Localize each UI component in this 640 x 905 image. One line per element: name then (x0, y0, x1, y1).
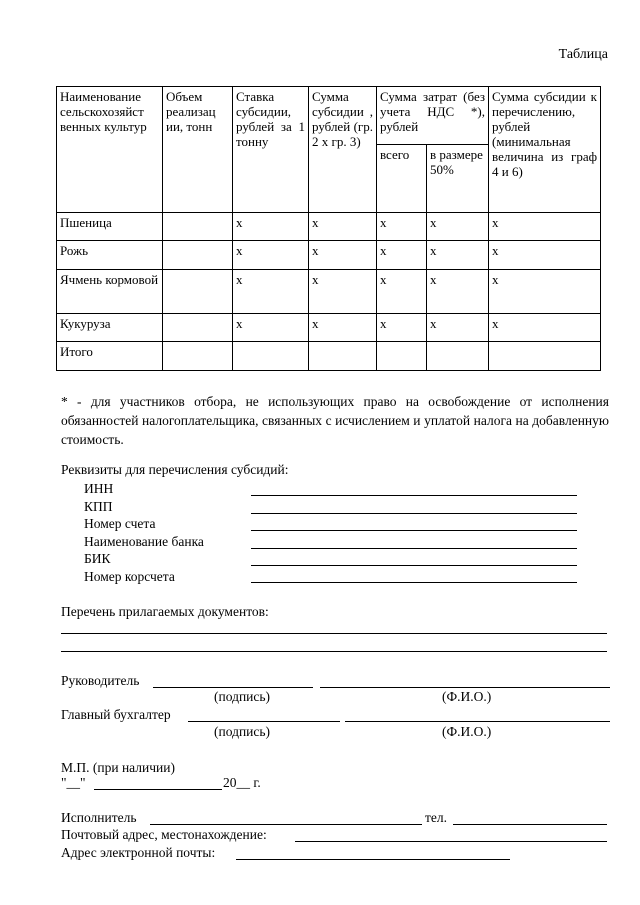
footnote: * - для участников отбора, не использующих право на освобождение от исполнения обязанностей налогоплательщика, связанных с исчислением и уплатой налога на добавленную стоимость. (61, 394, 609, 447)
requisite-label: Наименование банка (84, 534, 204, 549)
cell: х (427, 213, 489, 241)
cell: х (489, 213, 601, 241)
requisites-heading: Реквизиты для перечисления субсидий: (61, 462, 289, 477)
cell (309, 342, 377, 371)
executor-label: Исполнитель (61, 810, 137, 825)
accountant-signature-field[interactable] (188, 721, 340, 722)
cell (163, 213, 233, 241)
phone-label: тел. (425, 810, 448, 825)
cell (233, 342, 309, 371)
cell (163, 241, 233, 270)
cell: х (309, 213, 377, 241)
documents-line[interactable] (61, 651, 607, 652)
cell: х (233, 270, 309, 314)
header-transfer: Сумма субсидии к перечислению, рублей (минимальная величина из граф 4 и 6) (489, 87, 601, 213)
accountant-name-field[interactable] (345, 721, 610, 722)
documents-heading: Перечень прилагаемых документов: (61, 604, 269, 619)
cell: х (427, 314, 489, 342)
requisite-field[interactable] (251, 513, 577, 514)
requisite-field[interactable] (251, 582, 577, 583)
phone-field[interactable] (453, 824, 607, 825)
sign-caption: (подпись) (214, 689, 271, 704)
requisite-field[interactable] (251, 530, 577, 531)
stamp-label: М.П. (при наличии) (61, 760, 175, 775)
header-amount: Сумма субсидии , рублей (гр. 2 х гр. 3) (309, 87, 377, 213)
cell: х (309, 241, 377, 270)
requisite-field[interactable] (251, 565, 577, 566)
cell: х (309, 314, 377, 342)
date-year: 20__ г. (223, 775, 261, 790)
requisite-label: Номер корсчета (84, 569, 175, 584)
cell: х (377, 241, 427, 270)
cell (377, 342, 427, 371)
cell (163, 342, 233, 371)
header-culture: Наименование сельскохозяйст венных культур (57, 87, 163, 213)
row-name: Рожь (57, 241, 163, 270)
requisite-field[interactable] (251, 548, 577, 549)
email-field[interactable] (236, 859, 510, 860)
email-label: Адрес электронной почты: (61, 845, 216, 860)
subsidy-table (56, 86, 601, 371)
cell (427, 342, 489, 371)
header-costs-total: всего (377, 145, 427, 213)
head-name-field[interactable] (320, 687, 610, 688)
cell: х (377, 213, 427, 241)
cell: х (489, 314, 601, 342)
documents-line[interactable] (61, 633, 607, 634)
cell: х (377, 270, 427, 314)
table-row (57, 270, 601, 314)
head-signature-field[interactable] (153, 687, 313, 688)
executor-field[interactable] (150, 824, 422, 825)
cell: х (489, 241, 601, 270)
requisite-label: КПП (84, 499, 113, 514)
requisite-label: БИК (84, 551, 111, 566)
cell: х (427, 241, 489, 270)
header-rate: Ставка субсидии, рублей за 1 тонну (233, 87, 309, 213)
row-name: Итого (57, 342, 163, 371)
requisite-label: Номер счета (84, 516, 156, 531)
header-volume: Объем реализац ии, тонн (163, 87, 233, 213)
cell: х (233, 241, 309, 270)
head-label: Руководитель (61, 673, 140, 688)
table-row-total (57, 342, 601, 371)
sign-caption: (подпись) (214, 724, 271, 739)
table-row (57, 213, 601, 241)
cell (163, 314, 233, 342)
requisite-field[interactable] (251, 495, 577, 496)
cell: х (233, 213, 309, 241)
table-caption: Таблица (558, 47, 608, 62)
table-row (57, 314, 601, 342)
address-label: Почтовый адрес, местонахождение: (61, 827, 267, 842)
cell: х (377, 314, 427, 342)
header-costs-50: в размере 50% (427, 145, 489, 213)
row-name: Пшеница (57, 213, 163, 241)
cell (163, 270, 233, 314)
cell (489, 342, 601, 371)
date-field[interactable] (94, 789, 222, 790)
header-costs: Сумма затрат (без учета НДС *), рублей (377, 87, 489, 145)
requisite-label: ИНН (84, 481, 114, 496)
accountant-label: Главный бухгалтер (61, 707, 171, 722)
cell: х (233, 314, 309, 342)
table-row (57, 241, 601, 270)
name-caption: (Ф.И.О.) (442, 724, 492, 739)
cell: х (489, 270, 601, 314)
row-name: Кукуруза (57, 314, 163, 342)
date-quote: "__" (61, 775, 86, 790)
name-caption: (Ф.И.О.) (442, 689, 492, 704)
address-field[interactable] (295, 841, 607, 842)
cell: х (309, 270, 377, 314)
row-name: Ячмень кормовой (57, 270, 163, 314)
cell: х (427, 270, 489, 314)
